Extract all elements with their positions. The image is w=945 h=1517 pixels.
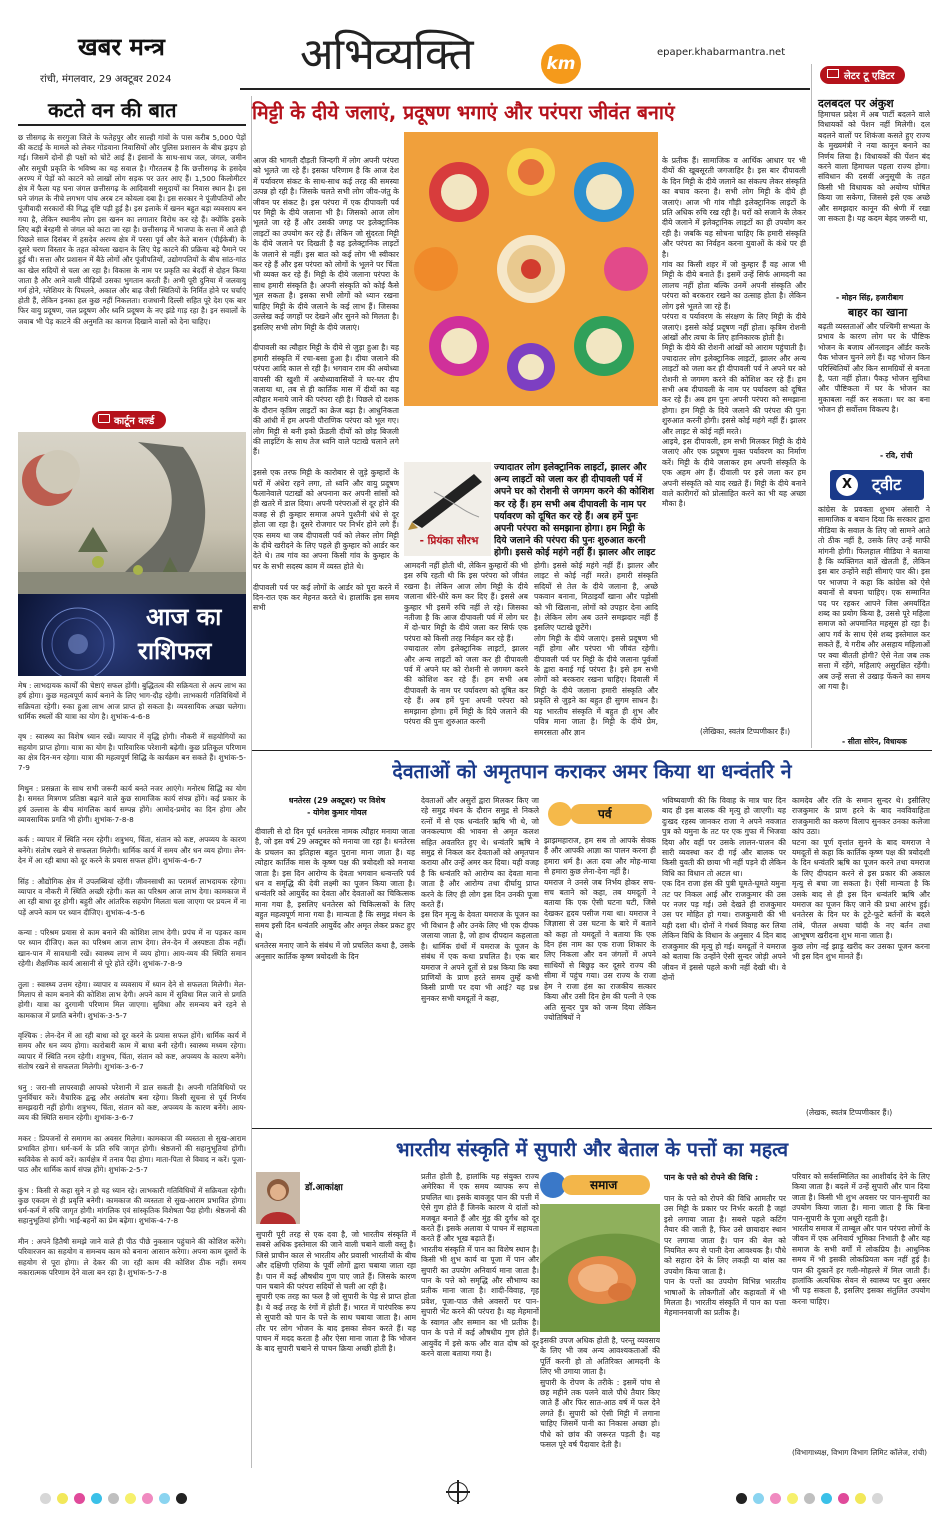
cartoon-label (92, 411, 166, 429)
mail-icon (98, 414, 110, 423)
letters-header-text: लेटर टू एडिटर (844, 71, 895, 82)
dhanvantari-signature: (लेखक, स्वतंत्र टिप्पणीकार हैं।) (806, 1108, 893, 1117)
letter-2-title: बाहर का खाना (848, 306, 908, 319)
mail-icon-letters (827, 69, 839, 78)
dhanvantari-byline-head: धनतेरस (29 अक्टूबर) पर विशेष (288, 796, 386, 805)
dhanvantari-byline: - योगेश कुमार गोयल (307, 808, 367, 817)
editorial-rule (18, 124, 246, 126)
dhanvantari-col-4: भविष्यवाणी की कि विवाह के मात्र चार दिन बाद ही इस बालक की मृत्यु हो जाएगी। यह दुःखद रहस्य जानकर राजा ने अपने नवजात पुत्र को यमुना के तट पर एक गुफा में भिजवा दिया और वहीं पर उसके लालन-पालन की सारी व्यवस्था कर दी गई और बालक पर किसी युवती की छाया भी नहीं पड़ने दी लेकिन विधि का विधान तो अटल था। एक दिन राजा हंस की पुत्री घूमते-घूमते यमुना तट पर निकल आई और राजकुमार की उस पर नजर पड़ गई। उसे देखते ही राजकुमार उस पर मोहित हो गया। राजकुमारी की भी यही दशा थी। दोनों ने गंधर्व विवाह कर लिया लेकिन विधि के विधान के अनुसार 4 दिन बाद राजकुमार की मृत्यु हो गई। यमदूतों ने यमराज को बताया कि उन्होंने ऐसी सुन्दर जोड़ी अपने जीवन में इससे पहले कभी नहीं देखी थी। वे दोनों (662, 796, 786, 982)
tweet-label-box (830, 470, 924, 500)
dhanvantari-col-3: झाझमहाराज, हम सब तो आपके सेवक हैं और आपकी आज्ञा का पालन करना ही हमारा धर्म है। अतः दया और मोह-माया से हमारा कुछ लेना-देना नहीं है। यमराज ने उनसे जब निर्भय होकर सच-सच बताने को कहा, तब यमदूतों ने बताया कि एक ऐसी घटना घटी, जिसे देखकर हृदय पसीज गया था। यमराज ने जिज्ञासा से उस घटना के बारे में बताने को कहा तो यमदूतों ने बताया कि एक दिन हंस नाम का एक राजा शिकार के लिए निकला और वन जंगलों में अपने साथियों से बिछुड़ कर दूसरे राज्य की सीमा में पहुंच गया। उस राज्य के राजा हेम ने राजा हंस का राजकीय सत्कार किया और उसी दिन हेम की पत्नी ने एक अति सुन्दर पुत्र को जन्म दिया लेकिन ज्योतिषियों ने (544, 836, 656, 1022)
betel-col-2: प्रतीत होती है, हालांकि यह संयुक्त राज्य अमेरिका में एक समय व्यापक रूप से प्रचलित था। इसके बावजूद पान की पत्ती में ऐसे गुण होते हैं जिनके कारण ये दांतों को मजबूत बनाते हैं और मुंह की दुर्गंध को दूर करते हैं। इसके अलावा ये पाचन में सहायता करते हैं और भूख बढ़ाते हैं। भारतीय संस्कृति में पान का विशेष स्थान है। किसी भी शुभ कार्य या पूजा में पान और सुपारी का उपयोग अनिवार्य माना जाता है। पान के पत्ते को समृद्धि और सौभाग्य का प्रतीक माना जाता है। शादी-विवाह, गृह प्रवेश, पूजा-पाठ जैसे अवसरों पर पान-सुपारी भेंट करने की परंपरा है। यह मेहमानों के स्वागत और सम्मान का भी प्रतीक है। पान के पत्ते में कई औषधीय गुण होते हैं। आयुर्वेद में इसे कफ और वात दोष को दूर करने वाला बताया गया है। (421, 1172, 539, 1358)
dhanvantari-col-1: दीवाली से दो दिन पूर्व धनतेरस नामक त्यौहार मनाया जाता है, जो इस वर्ष 29 अक्टूबर को मनाया जा रहा है। धनतेरस के प्रचलन का इतिहास बहुत पुराना माना जाता है। यह त्योहार कार्तिक मास के कृष्ण पक्ष की त्रयोदशी को मनाया जाता है। इस दिन आरोग्य के देवता भगवान धन्वन्तरि पर्व धन व समृद्धि की देवी लक्ष्मी का पूजन किया जाता है। धन्वंतरि को आयुर्वेद का देवता और देवताओं का चिकित्सक माना गया है, इसलिए धनतेरस को चिकित्सकों के लिए बहुत महत्वपूर्ण माना गया है। मान्यता है कि समुद्र मंथन के समय इसी दिन धन्वंतरि आयुर्वेद और अमृत लेकर प्रकट हुए थे। धनतेरस मनाए जाने के संबंध में जो प्रचलित कथा है, उसके अनुसार कार्तिक कृष्ण त्रयोदशी के दिन (255, 827, 415, 961)
tweet-body: कांग्रेस के प्रवक्ता शुभम अंसारी ने सामाजिक व बयान दिया कि सरकार द्वारा मीडिया के सवाल के लिए जो सामने आते तो ठीक नहीं है, उसके लिए उन्हें माफी मांगनी होगी। फिलहाल मीडिया ने बताया है कि व्यक्तिगत बातें खेलती हैं, लेकिन इस बार उन्होंने सही सीमाएं पार की। इस पर भाजपा ने कहा कि कांग्रेस को ऐसे बयानों से बचना चाहिए। एक सम्मानित पद पर रहकर आपने जिस अमर्यादित शब्द का प्रयोग किया है, उससे पूरे महिला समाज को अपमानित महसूस हो रहा है। आप गर्व के साथ ऐसे शब्द इस्तेमाल कर सकते हैं, ये गरीब और असहाय महिलाओं पर क्या बीतती होगी? ऐसे नेता जब तक सत्ता में रहेंगे, महिलाएं असुरक्षित रहेंगी। अब उन्हें सत्ता से उखाड़ फेंकने का समय आ गया है। (818, 505, 930, 691)
diya-image (404, 132, 658, 406)
society-tag (538, 1170, 656, 1202)
logo-icon (541, 44, 581, 84)
betel-author: डॉ.आकांक्षा (305, 1183, 343, 1193)
registration-marks-left (40, 1489, 193, 1508)
letter-2-body: बढ़ती व्यस्तताओं और पश्चिमी सभ्यता के प्रभाव के कारण लोग घर के पौष्टिक भोजन के बजाय ऑनलाइन ऑर्डर करके पैक भोजन चुनने लगे हैं। यह भोजन किन परिस्थितियों और किन सामग्रियों से बनता है, पता नहीं होता। पैकड़ भोजन सुविधा और पौष्टिकता में घर के भोजन का मुकाबला नहीं कर सकता। घर का बना भोजन ही सर्वोत्तम विकल्प है। (818, 322, 930, 415)
letter-1-body: हिमाचल प्रदेश में अब पार्टी बदलने वाले विधायकों को पेंशन नहीं मिलेगी। दल बदलने वालों पर शिकंजा कसते हुए राज्य के मुख्यमंत्री ने नया कानून बनाने का निर्णय लिया है। विधायकों की पेंशन बंद करने वाला हिमाचल पहला राज्य होगा। संविधान की दसवीं अनुसूची के तहत किसी भी विधायक को अयोग्य घोषित किया जा सकेगा, जिससे इसे एक अच्छे और समझदार कानून की श्रेणी में रखा जा सकता है। यह कदम बेहद जरूरी था, (818, 110, 930, 224)
cartoon-image (18, 432, 246, 594)
tweet-signature: - सीता सोरेन, विधायक (842, 737, 907, 746)
horoscope-banner (18, 594, 246, 676)
editorial-body: छ त्तीसगढ़ के सरगुजा जिले के फतेहपुर और साल्ही गांवों के पास करीब 5,000 पेड़ों की कटाई के मामले को लेकर गोंडवाना निवासियों और पुलिस प्रशासन के बीच झड़प हो गई। जिसमें दोनों ही पक्षों को चोटें आई हैं। इंसानों के साथ-साथ जल, जंगल, जमीन और समूची प्रकृति के भविष्य का यह सवाल है। गौरतलब है कि छत्तीसगढ़ के हसदेव अरण्य में पेड़ों को काटने को लाखों लोग सड़क पर उतर आए हैं। 1,500 किलोमीटर क्षेत्र में फैला यह घना जंगल छत्तीसगढ़ के आदिवासी समुदायों का निवास स्थान है। इस घने जंगल के नीचे लगभग पांच अरब टन कोयला दबा है। इस सरकार ने पूंजीपतियों और पूंजीवादी सरकारों की गिद्ध दृष्टि पड़ी हुई है। इस इलाके में खनन बहुत बड़ा व्यवसाय बन गया है, लेकिन स्थानीय लोग इस खनन का लगातार विरोध कर रहे हैं। क्योंकि इसके लिए बड़ी बेरहमी से जंगल को काटा जा रहा है। छत्तीसगढ़ में भाजपा के सत्ता में आते ही पिछले साल दिसंबर में हसदेव अरण्य क्षेत्र में परसा पूर्व और केते बासन (पीईकेबी) के दूसरे चरण विस्तार के तहत कोयला खदान के लिए पेड़ काटने की प्रक्रिया बड़े पैमाने पर हुई थी। सत्ता और प्रशासन में बैठे लोगों और पूंजीपतियों, उद्योगपतियों के बीच सांठ-गांठ का खेल सदियों से चला आ रहा है। विकास के नाम पर प्रकृति का बेदर्दी से दोहन किया जाता है और आने वाली पीढ़ियों उसका भुगतान करती हैं। अभी पूरी दुनिया में जलवायु गर्म होने, ग्लेशियर के पिघलने, अकाल और बाढ़ जैसी स्थितियों के निर्मित होने पर चर्चाएं होती हैं, लेकिन इनका हल कुछ नहीं निकलता। राजधानी दिल्ली सहित पूरे देश एक बार फिर वायु प्रदूषण, जल प्रदूषण और ध्वनि प्रदूषण के नए झंडे गाड़ रहा है। इन सवालों के जवाब भी पेड़ काटने की अनुमति का कागज दिखाने वालों को देना चाहिए। (18, 133, 246, 326)
lead-signature: (लेखिका, स्वतंत्र टिप्पणीकार हैं।) (700, 727, 791, 736)
lead-author: - प्रियंका सौरभ (419, 535, 479, 547)
dhanvantari-headline: देवताओं को अमृतपान कराकर अमर किया था धन्वंतरि ने (392, 760, 792, 783)
festival-tag (544, 798, 656, 832)
betel-headline: भारतीय संस्कृति में सुपारी और बेताल के पत्तों का महत्व (395, 1138, 789, 1161)
dateline: रांची, मंगलवार, 29 अक्टूबर 2024 (40, 74, 172, 85)
x-logo-icon: X (836, 474, 858, 496)
betel-col-4-title: पान के पत्ते को रोपने की विधि : (664, 1173, 759, 1182)
lamp-icon (548, 802, 572, 826)
lead-headline: मिट्टी के दीये जलाएं, प्रदूषण भगाएं और परंपरा जीवंत बनाएं (252, 101, 675, 124)
horoscope-title-1: आज का (146, 603, 222, 631)
epaper-link[interactable]: epaper.khabarmantra.net (657, 47, 786, 58)
letter-2-signature: - रवि, रांची (880, 451, 913, 460)
society-tag-text: समाज (590, 1178, 618, 1192)
letters-header (820, 66, 905, 84)
betel-col-5: परिवार को सर्वसम्मिलित का आशीर्वाद देने के लिए किया जाता है। बदले में उन्हें सुपारी और पान दिया जाता है। किसी भी शुभ अवसर पर पान-सुपारी का उपयोग किया जाता है। माना जाता है कि बिना पान-सुपारी के पूजा अधूरी रहती है। भारतीय समाज में ताम्बूल और पान परंपरा लोगों के जीवन में एक अनिवार्य भूमिका निभाती है और यह समाज के सभी वर्गों में लोकप्रिय है। आधुनिक समय में भी इसकी लोकप्रियता कम नहीं हुई है। पान की दुकानें हर गली-मोहल्ले में मिल जाती हैं। हालांकि अत्यधिक सेवन से स्वास्थ्य पर बुरा असर भी पड़ सकता है, इसलिए इसका संतुलित उपयोग करना चाहिए। (792, 1172, 930, 1306)
registration-marks-right (736, 1489, 889, 1508)
dhanvantari-col-5: कामदेव और रति के समान सुन्दर थे। इसीलिए राजकुमार के प्राण हरने के बाद नवविवाहिता राजकुमारी का करुण विलाप सुनकर उनका कलेजा कांप उठा। घटना का पूर्ण वृत्तांत सुनने के बाद यमराज ने यमदूतों से कहा कि कार्तिक कृष्ण पक्ष की त्रयोदशी के दिन धन्वंतरि ऋषि का पूजन करने तथा यमराज के लिए दीपदान करने से इस प्रकार की अकाल मृत्यु से बचा जा सकता है। ऐसी मान्यता है कि उसके बाद से ही इस दिन धन्वंतरि ऋषि और यमराज का पूजन किए जाने की प्रथा आरंभ हुई। धनतेरस के दिन घर के टूटे-फूटे बर्तनों के बदले तांबे, पीतल अथवा चांदी के नए बर्तन तथा आभूषण खरीदना शुभ माना जाता है। कुछ लोग नई झाड़ू खरीद कर उसका पूजन करना भी इस दिन शुभ मानते हैं। (792, 796, 930, 962)
dhanvantari-top-rule (252, 750, 932, 751)
betel-top-rule (252, 1128, 932, 1129)
betel-col-4: पान के पत्ते को रोपने की विधि आमतौर पर उस मिट्टी के प्रकार पर निर्भर करती है जहां इसे लगाया जाता है। सबसे पहले कटिंग तैयार की जाती है, फिर उसे छायादार स्थान पर लगाया जाता है। पान की बेल को नियमित रूप से पानी देना आवश्यक है। पौधे को सहारा देने के लिए लकड़ी या बांस का उपयोग किया जाता है। पान के पत्तों का उपयोग विभिन्न भारतीय भाषाओं के लोकगीतों और कहावतों में भी मिलता है। भारतीय संस्कृति में पान का पत्ता मेहमाननवाजी का प्रतीक है। (664, 1194, 786, 1318)
masthead-rule (240, 88, 810, 90)
crosshair-icon (448, 1482, 468, 1502)
lead-col-4: होगी। इससे कोई महंगे नहीं हैं। झालर और लाइट से कोई नहीं मरते। हमारी संस्कृति सदियों से तेल के दीये जलाना है, अच्छे पकवान बनाना, मिठाइयाँ खाना और पड़ोसी को भी खिलाना, लोगों को उपहार देना आदि है। लेकिन लोग अब उतने समझदार नहीं हैं इसलिए पटाखे छूटेंगे। लोग मिट्टी के दीये जलाएं। इससे प्रदूषण भी नहीं होगा और परंपरा भी जीवंत रहेगी। दीपावली पर्व पर मिट्टी के दीये जलाना पूर्वजों के द्वारा बनाई गई परंपरा है। इसे हम सभी लोगों को बरकरार रखना चाहिए। दिवाली में मिट्टी के दीये जलाना हमारी संस्कृति और प्रकृति से जुड़ने का बहुत ही सुगम साधन है। यह भारतीय संस्कृति में बहुत ही शुभ और पवित्र माना जाता है। मिट्टी के दीये प्रेम, समरसता और ज्ञान (534, 561, 658, 737)
right-divider (811, 64, 812, 748)
cartoon-label-text: कार्टून वर्ल्ड (114, 416, 155, 427)
letter-1-signature: - मोहन सिंह, हजारीबाग (836, 293, 904, 302)
dhanvantari-col-2: देवताओं और असुरों द्वारा मिलकर किए जा रहे समुद्र मंथन के दौरान समुद्र से निकले रत्नों में से एक धन्वंतरि ऋषि भी थे, जो जनकल्याण की भावना से अमृत कलश सहित अवतरित हुए थे। धन्वंतरि ऋषि ने समुद्र से निकल कर देवताओं को अमृतपान कराया और उन्हें अमर कर दिया। यही वजह है कि धन्वंतरि को आरोग्य का देवता माना जाता है और आरोग्य तथा दीर्घायु प्राप्त करने के लिए ही लोग इस दिन उनकी पूजा करते हैं। इस दिन मृत्यु के देवता यमराज के पूजन का भी विधान है और उनके लिए भी एक दीपक जलाया जाता है, जो हाथ दीपदान कहलाता है। धार्मिक ग्रंथों में यमराज के पूजन के संबंध में एक कथा प्रचलित है। एक बार यमराज ने अपने दूतों से प्रश्न किया कि क्या प्राणियों के प्राण हरते समय तुम्हें कभी किसी प्राणी पर दया भी आई? यह प्रश्न सुनकर सभी यमदूतों ने कहा, (421, 796, 539, 1003)
section-title: अभिव्यक्ति (300, 29, 473, 80)
betel-col-1: सुपारी पूरी तरह से एक दवा है, जो भारतीय संस्कृति में सबसे अधिक इस्तेमाल की जाने वाली चबाने वाली वस्तु है। जिसे प्राचीन काल से भारतीय और प्रवासी भारतीयों के बीच और दक्षिणी एशिया के पूर्वी लोगों द्वारा चबाया जाता रहा है। पान में कई औषधीय गुण पाए जाते हैं। जिसके कारण पान चबाने की परंपरा सदियों से चली आ रही है। सुपारी एक तरह का फल है जो सुपारी के पेड़ से प्राप्त होता है। ये कई तरह के रंगों में होती हैं। भारत में पारंपरिक रूप से सुपारी को पान के पत्ते के साथ चबाया जाता है। आम तौर पर लोग भोजन के बाद इसका सेवन करते हैं। यह पाचन में मदद करता है और ऐसा माना जाता है कि भोजन के बाद सुपारी चबाने से पाचन क्रिया अच्छी होती है। (256, 1230, 416, 1354)
editorial-title: कटते वन की बात (48, 98, 177, 122)
masthead (0, 0, 945, 88)
brand-name: खबर मन्त्र (78, 32, 165, 61)
author-photo (256, 1172, 300, 1224)
horoscope-title-2: राशिफल (138, 637, 212, 665)
tweet-label: ट्वीट (872, 475, 902, 494)
lead-col-1: आज की भागती दौड़ती जिन्दगी में लोग अपनी परंपरा को भूलते जा रहे हैं। इसका परिणाम है कि आज देश में पर्यावरण संकट के साथ-साथ कई तरह की समस्या उत्पन्न हो रही है। जिसके चलते सभी लोग जीव-जंतु के जीवन पर संकट है। इस परंपरा में एक दीपावली पर्व पर मिट्टी के दीये जलाना भी है। जिसको आज लोग भूलते जा रहे हैं और उसकी जगह पर इलेक्ट्रानिक लाइटों का उपयोग कर रहे हैं। लेकिन जो सुंदरता मिट्टी के दीये जलाने पर दिखती है वह इलेक्ट्रानिक लाइटों के जलाने से नहीं। इस बात को कई लोग भी स्वीकार कर रहे हैं और इस परंपरा को लोगों के भूलने पर चिंता भी व्यक्त कर रहे हैं। मिट्टी के दीये जलाना परंपरा के साथ हमारी संस्कृति है। अपनी संस्कृति को कोई कैसे भूल सकता है। इसका सभी लोगों को ध्यान रखना चाहिए मिट्टी के दीये जलाने के कई लाभ हैं। जिसका उल्लेख कई जगहों पर देखने और सुनने को मिलता है। इसलिए सभी लोग मिट्टी के दीये जलाएं। दीपावली का त्यौहार मिट्टी के दीये से जुड़ा हुआ है। यह हमारी संस्कृति में रचा-बसा हुआ है। दीया जलाने की परंपरा आदि काल से रही है। भगवान राम की अयोध्या वापसी की खुशी में अयोध्यावासियों ने घर-घर दीप जलाया था, तब से ही कार्तिक मास में दीयों का यह त्यौहार मनाये जाने की परंपरा रही है। पिछले दो दशक के दौरान कृत्रिम लाइटों का क्रेज बढ़ा है। आधुनिकता की आंधी में हम अपनी पौराणिक परंपरा को भूल गए। लोग मिट्टी से बनी इको फ्रेंडली दीयों को छोड़ बिजली की लाइटिंग के साथ तेज ध्वनि वाले पटाखे चलाने लगे हैं। इससे एक तरफ मिट्टी के कारोबार से जुड़े कुम्हारों के घरों में अंधेरा रहने लगा, तो ध्वनि और वायु प्रदूषण फैलानेवाले पटाखों को अपनाना कर अपनी सांसों को ही खतरे में डाल दिया। अपनी परंपराओं से दूर होने की वजह से ही कुम्हार समाज अपने पुश्तैनी धंधे से दूर होता जा रहा है। दूसरे रोजगार पर निर्भर होने लगे हैं। एक समय था जब दीपावली पर्व को लेकर लोग मिट्टी के दीये खरीदने के लिए पहले ही कुम्हार को आर्डर कर देते थे। तब गांव का अपना किसी गांव के कुम्हार के घर के सभी सदस्य काम में व्यस्त होते थे। दीपावली पर्व पर कई लोगों के आर्डर को पूरा करने में दिन-रात एक कर मेहनत करते थे। हालांकि इस समय सभी (253, 156, 399, 613)
lead-col-3: आमदनी नहीं होती थी, लेकिन कुम्हारों की भी इस रुचि रहती थी कि इस परंपरा को जीवंत रखना है। लेकिन आज लोग मिट्टी के दीये जलाना धीरे-धीरे कम कर दिए हैं। इससे अब कुम्हार भी इसमें रुचि नहीं ले रहे। जिसका नतीजा है कि आज दीपावली पर्व में लोग घर में दो-चार मिट्टी के दीये जला कर सिर्फ एक परंपरा को किसी तरह निर्वहन कर रहे हैं। ज्यादातर लोग इलेक्ट्रानिक लाइटों, झालर और अन्य लाइटों को जला कर ही दीपावली पर्व में अपने घर को रोशनी से जगमग करने की कोशिश कर रहे हैं। हम सभी अब दीपावली के नाम पर पर्यावरण को दूषित कर रहे हैं। अब हमें पुनः अपनी परंपरा को समझाना होगा। हमें मिट्टी के दिये जलाने की परंपरा की पुनः शुरुआत करनी (404, 561, 528, 727)
letter-1-title: दलबदल पर अंकुश (818, 97, 894, 110)
betel-col-3: इसकी उपज अधिक होती है, परन्तु व्यवसाय के लिए भी जब अन्य आवश्यकताओं की पूर्ति करनी हो तो अतिरिक्त आमदनी के लिए भी उगाया जाता है। सुपारी के रोपण के तरीके : इसमें पांच से छह महीने तक पलने वाले पौधे तैयार किए जाते हैं और फिर सात-आठ वर्ष में फल देने लगते हैं। सुपारी को ऐसी मिट्टी में लगाना चाहिए जिसमें पानी का निकास अच्छा हो। पौधे को छांव की जरूरत पड़ती है। यह फसल पूरे वर्ष पैदावार देती है। (540, 1336, 660, 1450)
betel-signature: (विभागाध्यक्ष, विभाग विभाग लिमिट कॉलेज, रांची) (792, 1448, 927, 1457)
logo-letters: km (546, 54, 576, 74)
horoscope-body: मेष : लाभदायक कार्यों की चेष्टाएं सफल होंगी। बुद्धितत्व की सक्रियता से अल्प लाभ का हर्ष होगा। कुछ महत्वपूर्ण कार्य बनाने के लिए भाग-दौड़ रहेगी। लाभकारी गतिविधियों में सक्रियता रहेगी। रुका हुआ लाभ आज प्राप्त हो सकता है। व्यवसायिक अच्छा चलेगा। धार्मिक स्थलों की यात्रा का योग है। शुभांक-4-6-8 वृष : स्वास्थ्य का विशेष ध्यान रखें। व्यापार में वृद्धि होगी। नौकरी में सहयोगियों का सहयोग प्राप्त होगा। यात्रा का योग है। पारिवारिक परेशानी बढ़ेगी। कुछ प्रतिकूल परिणाम का क्षेत्र दिन-मन रहेगा। यात्रा की महत्वपूर्ण सिद्धि के कार्यक्रम बन सकते हैं। शुभांक-5-7-9 मिथुन : प्रसन्नता के साथ सभी जरूरी कार्य बनते नजर आएंगे। मनोरथ सिद्धि का योग है। समस्त मित्रगण प्रतिष्ठा बढ़ाने वाले कुछ सामाजिक कार्य संपन्न होंगे। कई प्रकार के हर्ष उल्लास के बीच मांगलिक कार्य सम्पन्न होंगे। आमोद-प्रमोद का दिन होगा और व्यावसायिक प्रगति भी होगी। शुभांक-7-8-8 कर्क : व्यापार में स्थिति नरम रहेगी। शत्रुभय, चिंता, संतान को कष्ट, अपव्यय के कारण बनेंगे। संतोष रखने से सफलता मिलेगी। धार्मिक कार्य में समय और धन व्यय होगा। लेन-देन में आ रही बाधा को दूर करने के प्रयास सफल होंगे। शुभांक-4-6-7 सिंह : औद्योगिक क्षेत्र में उपलब्धियां रहेंगी। जीवनसाथी का परामर्श लाभदायक रहेगा। व्यापार व नौकरी में स्थिति अच्छी रहेगी। कल का परिश्रम आज लाभ देगा। कामकाज में आ रही बाधा दूर होगी। बहुरी और आंतरिक सहयोग मिलता चला जाएगा पर प्रयत्न में ना पड़ें अपने काम पर ध्यान दीजिए। शुभांक-4-5-6 कन्या : परिश्रम प्रयास से काम बनाने की कोशिश लाभ देगी। प्रपंच में ना पड़कर काम पर ध्यान दीजिए। कल का परिश्रम आज लाभ देगा। लेन-देन में अस्पष्टता ठीक नहीं। खान-पान में सावधानी रखें। स्वास्थ्य लाभ में व्यय होगा। आय-व्यय की स्थिति समान रहेगी। शैक्षणिक कार्य आसानी से पूरे होते रहेंगे। शुभांक-7-8-9 तुला : स्वास्थ्य उत्तम रहेगा। व्यापार व व्यवसाय में ध्यान देने से सफलता मिलेगी। मेल-मिलाप से काम बनाने की कोशिश लाभ देगी। अपने काम में सुविधा मिल जाने से प्रगति होगी। यात्रा का दुरगामी परिणाम मिल जाएगा। सुविधा और समन्वय बने रहने से कामकाज में प्रगति बनेगी। शुभांक-3-5-7 वृश्चिक : लेन-देन में आ रही बाधा को दूर करने के प्रयास सफल होंगे। धार्मिक कार्य में समय और धन व्यय होगा। कारोबारी काम में बाधा बनी रहेगी। स्वास्थ्य मध्यम रहेगा। व्यापार में स्थिति नरम रहेगी। शत्रुभय, चिंता, संतान को कष्ट, अपव्यय के कारण बनेंगे। संतोष रखने से सफलता मिलेगी। शुभांक-3-6-7 धनु : जरा-सी लापरवाही आपको परेशानी में डाल सकती है। अपनी गतिविधियों पर पुनर्विचार करें। वैचारिक द्वन्द्व और असंतोष बना रहेगा। किसी सूचना से पूर्व निर्णय समझदारी नहीं होगी। शत्रुभय, चिंता, संतान को कष्ट, अपव्यय के कारण बनेंगे। आय-व्यय की स्थिति समान रहेगी। शुभांक-3-6-7 मकर : प्रियजनों से समागम का अवसर मिलेगा। कामकाज की व्यस्तता से सुख-आराम प्रभावित होगा। धर्म-कर्म के प्रति रुचि जागृत होगी। श्रेष्ठजनों की सहानुभूतियां होंगी। स्वविवेक से कार्य करें। कार्यक्षेत्र में तनाव पैदा होगा। माता-पिता से विवाद न करें। पूजा-पाठ और धार्मिक कार्य संपन्न होंगे। शुभांक-2-5-7 कुंभ : किसी से कहा सुने न हो यह ध्यान रहे। लाभकारी गतिविधियों में सक्रियता रहेगी। कुछ एकदम से ही प्रवृत्ति बनेगी। कामकाज की व्यस्तता से सुख-आराम प्रभावित होगा। धर्म-कर्म में रुचि जागृत होगी। मांगलिक एवं सांस्कृतिक विशेषता पैदा होगी। श्रेष्ठजनों की सहानुभूतियां होंगी। भाई-बहनों का प्रेम बढ़ेगा। शुभांक-4-7-8 मीन : अपने हितैषी समझे जाने वाले ही पीठ पीछे नुकसान पहुंचाने की कोशिश करेंगे। परिवारजन का सहयोग व समन्वय काम को बनाना आसान करेगा। अपना काम दूसरों के सहयोग से पूरा होगा। ले देकर की जा रही काम की कोशिश ठीक नहीं। समय नकारात्मक परिणाम देने वाला बन रहा है। शुभांक-5-7-8 (18, 681, 246, 1277)
festival-tag-text: पर्व (598, 807, 612, 821)
pull-quote: ज्यादातर लोग इलेक्ट्रानिक लाइटों, झालर और अन्य लाइटों को जला कर ही दीपावली पर्व में अपने घर को रोशनी से जगमग करने की कोशिश कर रहे हैं। हम सभी अब दीपावली के नाम पर पर्यावरण को दूषित कर रहे हैं। अब हमें पुनः अपनी परंपरा को समझाना होगा। हम मिट्टी के दिये जलाने की परंपरा की पुनः शुरुआत करनी होगी। इससे कोई महंगे नहीं हैं। झालर और लाइट (494, 462, 656, 558)
lead-col-2: के प्रतीक हैं। सामाजिक व आर्थिक आधार पर भी दीयों की खूबसूरती जगजाहिर है। इस बार दीपावली के दिन मिट्टी के दीये जलाने का संकल्प लेकर संस्कृति का बचाव करना है। सभी लोग मिट्टी के दीये ही जलाएं। आज भी गांव गौड़ी इलेक्ट्रानिक लाइटों के प्रति अधिक रुचि रख रही है। घरों को सजाने के लेकर दीये जलाने में इलेक्ट्रानिक लाइटों का ही उपयोग कर रही है। जबकि यह सोचना चाहिए कि हमारी संस्कृति और परंपरा का निर्वहन करना युवाओं के कंधे पर ही है। गांव का किसी शहर में जो कुम्हार हैं वह आज भी मिट्टी के दीये बनाते हैं। इसमें उन्हें सिर्फ आमदनी का लालच नहीं होता बल्कि उनमें अपनी संस्कृति और परंपरा को बरकरार रखने का उत्साह होता है। लेकिन लोग इसे भूलते जा रहे हैं। परंपरा व पर्यावरण के संरक्षण के लिए मिट्टी के दीये जलाएं। इससे कोई प्रदूषण नहीं होता। कृत्रिम रोशनी आंखों और त्वचा के लिए हानिकारक होती है। मिट्टी के दीये की रोशनी आंखों को आराम पहुंचाती है। ज्यादातर लोग इलेक्ट्रानिक लाइटों, झालर और अन्य लाइटों को जला कर ही दीपावली पर्व ने अपने घर को रोशनी से जगमग करने की कोशिश कर रहे हैं। हम सभी अब दीपावली के नाम पर पर्यावरण को दूषित कर रहे हैं। अब हम पुनः अपनी परंपरा को समझाना होगा। हम मिट्टी के दिये जलाने की परंपरा की पुनः शुरुआत करनी होगी। इससे कोई महंगे नहीं हैं। झालर और लाइट से कोई नहीं मरते। आइये, इस दीपावली, हम सभी मिलकर मिट्टी के दीये जलाएं और एक प्रदूषण मुक्त पर्यावरण का निर्माण करें। मिट्टी के दीये जलाकर हम अपनी संस्कृति के एक अहम अंग हैं। दीवाली पर इसे जला कर हम अपनी संस्कृति को याद रखते हैं। मिट्टी के दीये बनाने वाले कारीगरों को प्रोत्साहित करने का भी यह अच्छा मौका है। (662, 156, 806, 509)
betel-image (540, 1204, 660, 1332)
